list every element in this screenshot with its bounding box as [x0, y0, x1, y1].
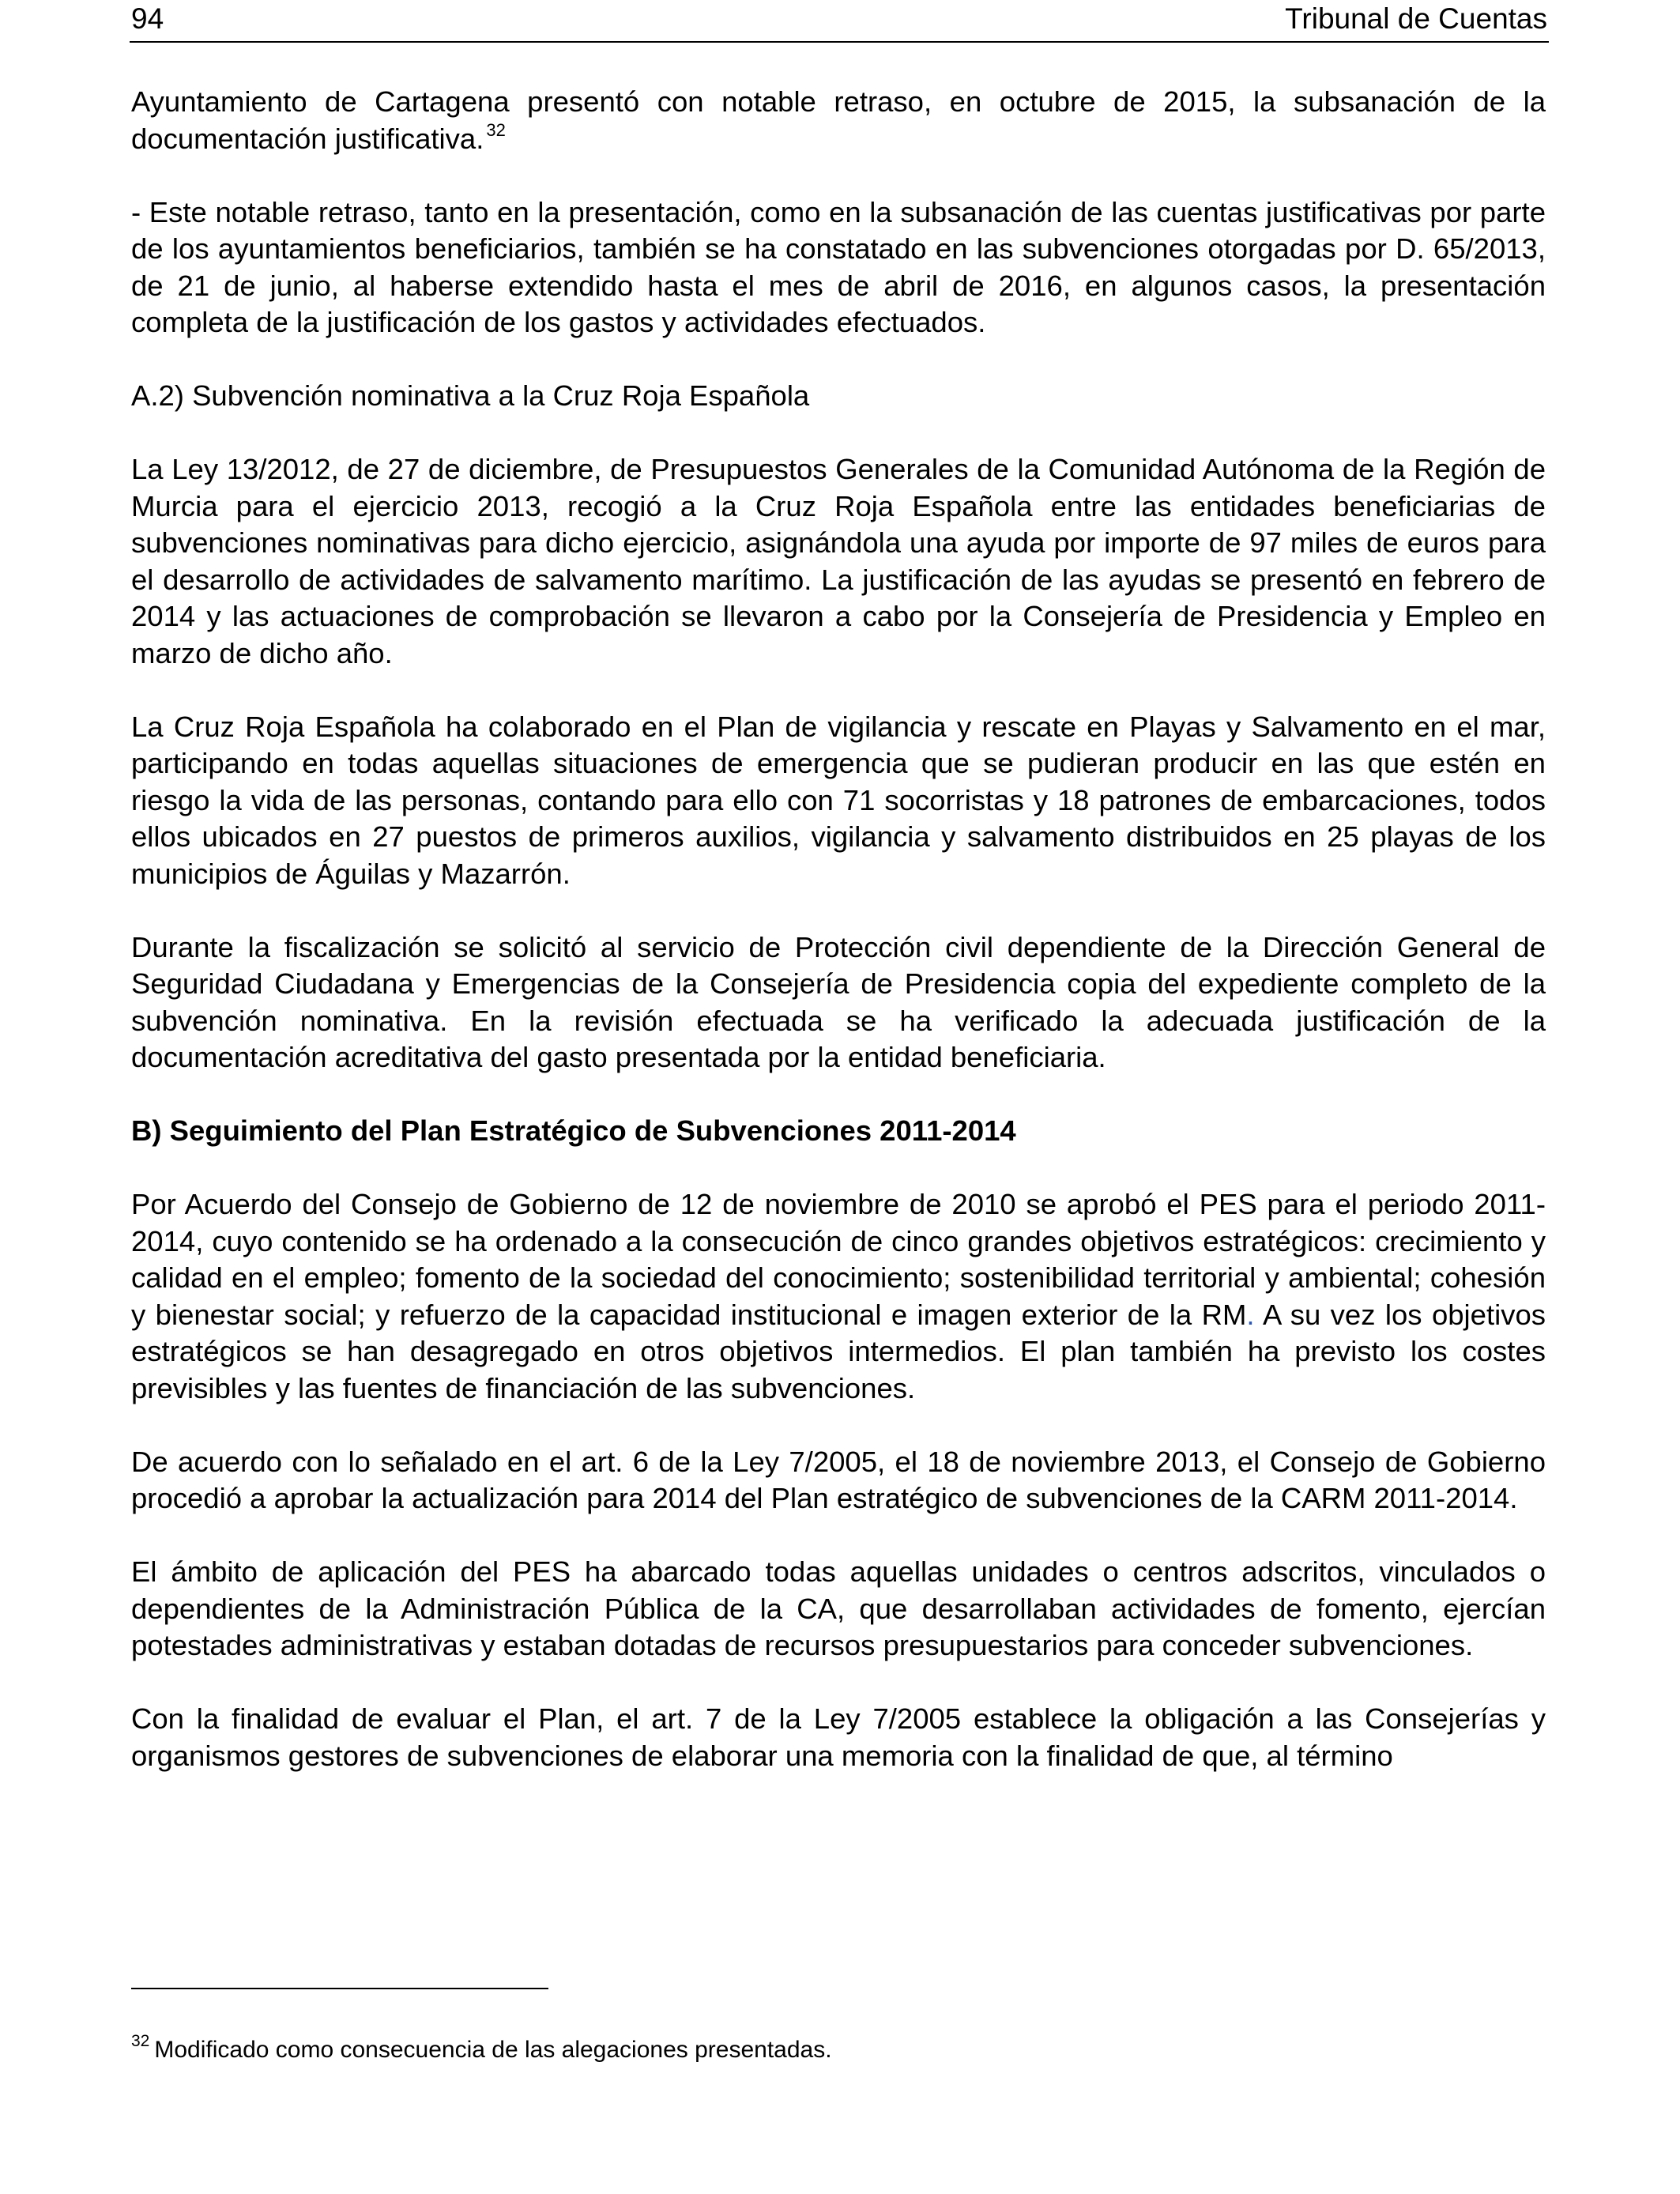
footnote-number: 32 — [131, 2032, 150, 2050]
paragraph-cruz-roja: La Cruz Roja Española ha colaborado en el Plan de vigilancia y rescate en Playas y Salvamento en el mar, participando en todas aquellas situaciones de emergencia que se pudieran producir en las que estén en riesgo la vida de las personas, contando para ello con 71 socorristas y 18 patrones de embarcaciones, todos ellos ubicados en 27 puestos de primeros auxilios, vigilancia y salvamento distribuidos en 25 playas de los municipios de Águilas y Mazarrón. — [131, 710, 1546, 890]
paragraph-ley-7-2005: De acuerdo con lo señalado en el art. 6 de la Ley 7/2005, el 18 de noviembre 2013, el Consejo de Gobierno procedió a aprobar la actualización para 2014 del Plan estratégico de subvenciones de la CARM 2011-2014. — [131, 1445, 1546, 1514]
paragraph-pes-acuerdo-start: Por Acuerdo del Consejo de Gobierno de 12 de noviembre de 2010 se aprobó el PES para el periodo 2011-2014, cuyo contenido se ha ordenado a la consecución de cinco grandes objetivos estratégicos: crecimiento y calidad en el empleo; fomento de la sociedad del conocimiento; sostenibilidad territorial y ambiental; cohesión y bienestar social; y refuerzo de la capacidad institucional e imagen exterior de la RM — [131, 1188, 1546, 1331]
paragraph-fiscalizacion: Durante la fiscalización se solicitó al servicio de Protección civil dependiente de la Dirección General de Seguridad Ciudadana y Emergencias de la Consejería de Presidencia copia del expediente completo de la subvención nominativa. En la revisión efectuada se ha verificado la adecuada justificación de la documentación acreditativa del gasto presentada por la entidad beneficiaria. — [131, 930, 1546, 1073]
footnote-text: Modificado como consecuencia de las alegaciones presentadas. — [154, 2037, 832, 2063]
paragraph-ley-13-2012: La Ley 13/2012, de 27 de diciembre, de Presupuestos Generales de la Comunidad Autónoma de la Región de Murcia para el ejercicio 2013, recogió a la Cruz Roja Española entre las entidades beneficiarias de subvenciones nominativas para dicho ejercicio, asignándola una ayuda por importe de 97 miles de euros para el desarrollo de actividades de salvamento marítimo. La justificación de las ayudas se presentó en febrero de 2014 y las actuaciones de comprobación se llevaron a cabo por la Consejería de Presidencia y Empleo en marzo de dicho año. — [131, 453, 1546, 669]
page-number: 94 — [131, 2, 164, 35]
paragraph-pes-acuerdo-dot: . — [1246, 1298, 1255, 1331]
section-heading-b: B) Seguimiento del Plan Estratégico de Subvenciones 2011-2014 — [131, 1114, 1016, 1147]
body-text — [131, 84, 1546, 1774]
footnote-separator — [131, 1988, 548, 1989]
paragraph-retraso: - Este notable retraso, tanto en la presentación, como en la subsanación de las cuentas justificativas por parte de los ayuntamientos beneficiarios, también se ha constatado en las subvenciones otorgadas por D. 65/2013, de 21 de junio, al haberse extendido hasta el mes de abril de 2016, en algunos casos, la presentación completa de la justificación de los gastos y actividades efectuados. — [131, 195, 1546, 338]
paragraph-cartagena-text: Ayuntamiento de Cartagena presentó con notable retraso, en octubre de 2015, la subsanación de la documentación justificativa. — [131, 85, 1546, 155]
page-header — [130, 0, 1549, 43]
paragraph-evaluar-plan: Con la finalidad de evaluar el Plan, el art. 7 de la Ley 7/2005 establece la obligación a las Consejerías y organismos gestores de subvenciones de elaborar una memoria con la finalidad de que, al término — [131, 1702, 1546, 1772]
paragraph-pes-acuerdo-end: A su vez los objetivos estratégicos se han desagregado en otros objetivos intermedios. El plan también ha previsto los costes previsibles y las fuentes de financiación de las subvenciones. — [131, 1298, 1546, 1404]
paragraph-ambito: El ámbito de aplicación del PES ha abarcado todas aquellas unidades o centros adscritos, vinculados o dependientes de la Administración Pública de la CA, que desarrollaban actividades de fomento, ejercían potestades administrativas y estaban dotadas de recursos presupuestarios para conceder subvenciones. — [131, 1555, 1546, 1661]
section-subheading-a2: A.2) Subvención nominativa a la Cruz Roja Española — [131, 379, 810, 412]
paragraph-pes-acuerdo — [131, 1186, 1546, 1407]
publisher-name: Tribunal de Cuentas — [1285, 2, 1547, 35]
footnote — [131, 2034, 832, 2066]
footnote-reference[interactable]: 32 — [486, 119, 506, 140]
paragraph-cartagena — [131, 84, 1546, 157]
